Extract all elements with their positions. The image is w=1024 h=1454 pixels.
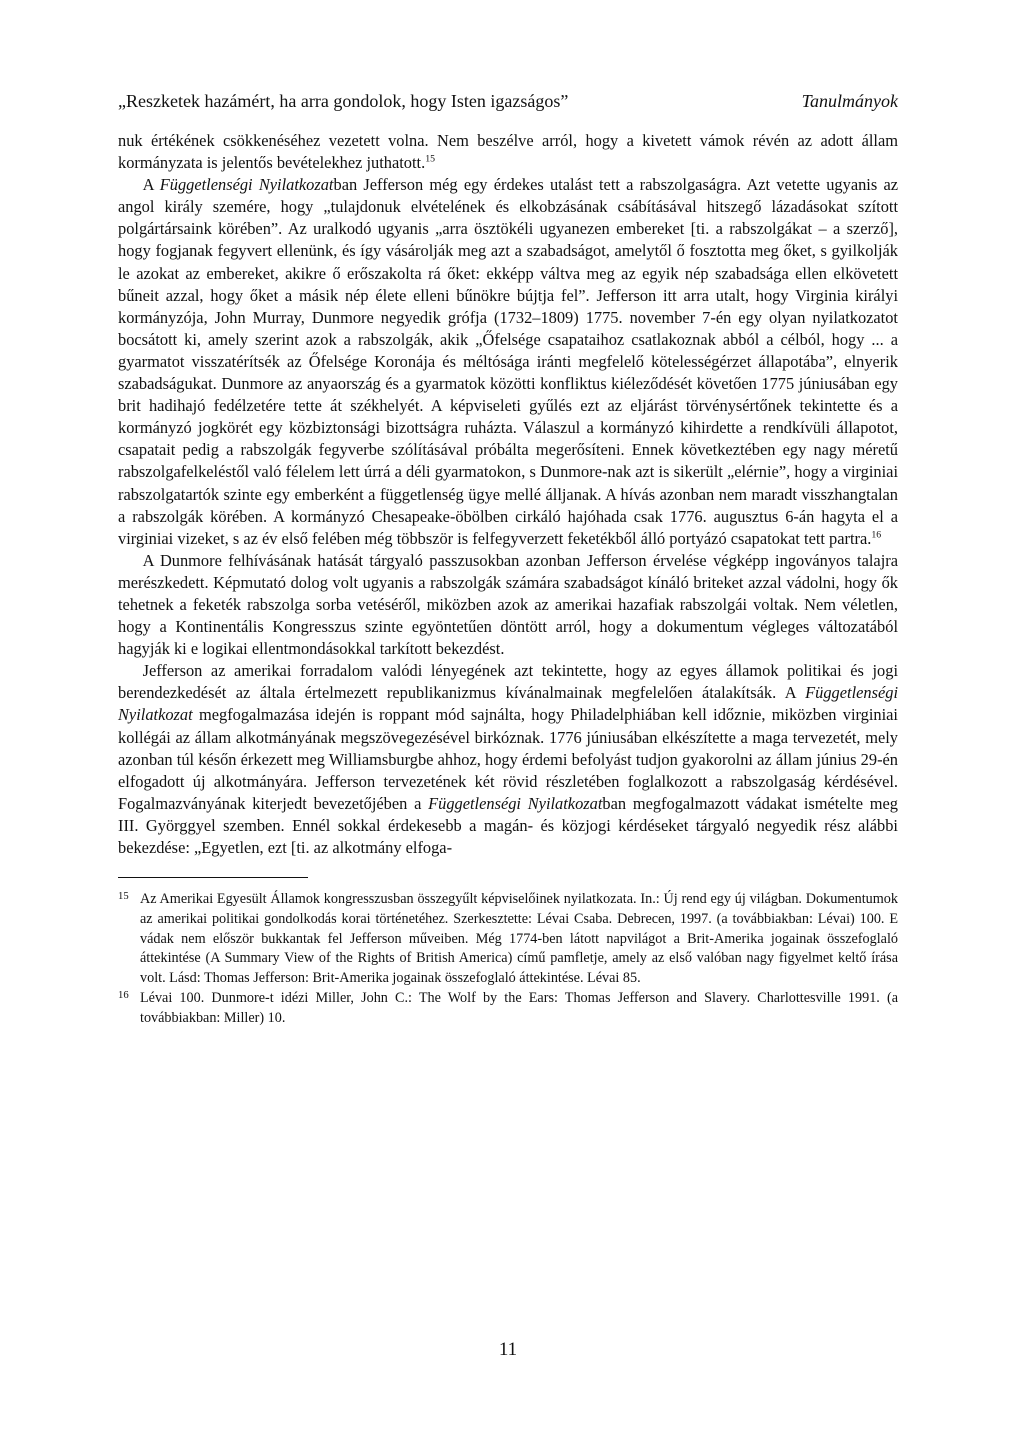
footnote-text: Lévai 100. Dunmore-t idézi Miller, John C.: The Wolf by the Ears: Thomas Jefferson and Slavery. Charlottesville 1991. (a továbbiakban: Miller) 10.: [140, 990, 898, 1026]
paragraph-2-pre: A: [142, 175, 160, 195]
footnote-ref-15[interactable]: 15: [425, 153, 436, 165]
running-head-section: Tanulmányok: [801, 91, 898, 111]
running-head: [118, 88, 898, 114]
paragraph-4: [118, 660, 898, 859]
running-head-title: „Reszketek hazámért, ha arra gondolok, hogy Isten igazságos”: [118, 91, 569, 111]
paragraph-4-text-c: ban megfogalmazott vádakat ismételte meg III. Györggyel szemben. Ennél sokkal érdekesebb a magán- és közjogi kérdéseket tárgyaló negyedik rész alábbi bekezdése: „Egyetlen, ezt [ti. az alkotmány elfoga-: [118, 793, 898, 857]
paragraph-2-italic: Függetlenségi Nyilatkozat: [159, 175, 334, 195]
paragraph-2: [118, 174, 898, 550]
paragraph-4-italic-2: Függetlenségi Nyilatkozat: [428, 793, 603, 813]
page: [118, 88, 898, 1029]
paragraph-3-text: A Dunmore felhívásának hatását tárgyaló passzusokban azonban Jefferson érvelése végképp ingoványos talajra merészkedett. Képmutató dolog volt ugyanis a rabszolgák számára szabadságot kínáló briteket azzal vádolni, hogy ők tehetnek a feketék rabszolga sorba vetéséről, miközben azok az amerikai hazafiak rabszolgái voltak. Nem véletlen, hogy a Kontinentális Kongresszus szinte egyöntetűen döntött arról, hogy a dokumentum végleges változatából hagyják ki e logikai ellentmondásokkal tarkított bekezdést.: [118, 550, 898, 659]
paragraph-1: [118, 130, 898, 174]
paragraph-3: [118, 550, 898, 660]
paragraph-1-text: nuk értékének csökkenéséhez vezetett volna. Nem beszélve arról, hogy a kivetett vámok révén az adott állam kormányzata is jelentős bevételekhez juthatott.: [118, 131, 898, 173]
footnote-rule: [118, 877, 308, 878]
footnotes: [118, 890, 898, 1029]
paragraph-4-text-b: megfogalmazása idején is roppant mód sajnálta, hogy Philadelphiában kell időznie, miközben virginiai kollégái az állam alkotmányának megszövegezésével birkóznak. 1776 júniusában elkészítette a maga tervezetét, mely azonban túl későn érkezett meg Williamsburgbe ahhoz, hogy érdemi befolyást tudjon gyakorolni az állam június 29-én elfogadott új alkotmányára. Jefferson tervezetének két rövid részletében foglalkozott a rabszolgaság kérdésével. Fogalmazványának kiterjedt bevezetőjében a: [118, 705, 898, 813]
paragraph-4-italic-1: Függetlenségi Nyilatkozat: [118, 683, 898, 725]
footnote-ref-16[interactable]: 16: [871, 529, 882, 541]
footnote-text: Az Amerikai Egyesült Államok kongresszusban összegyűlt képviselőinek nyilatkozata. In.: Új rend egy új világban. Dokumentumok az amerikai politikai gondolkodás korai történetéhez. Szerkesztette: Lévai Csaba. Debrecen, 1997. (a továbbiakban: Lévai) 100. E vádak nem először bukkantak fel Jefferson műveiben. Még 1774-ben látott napvilágot a Brit-Amerika jogainak összefoglaló áttekintése (A Summary View of the Rights of British America) című pamfletje, amely az első valóban nagy figyelmet keltő írása volt. Lásd: Thomas Jefferson: Brit-Amerika jogainak összefoglaló áttekintése. Lévai 85.: [140, 891, 898, 987]
footnote-16: [118, 989, 898, 1029]
footnote-number: 15: [118, 891, 129, 903]
page-number: 11: [498, 1339, 518, 1360]
body-text: [118, 130, 898, 859]
footnote-15: [118, 890, 898, 989]
paragraph-4-text-a: Jefferson az amerikai forradalom valódi lényegének azt tekintette, hogy az egyes államok politikai és jogi berendezkedését az általa értelmezett republikanizmus kívánalmainak megfelelően átalakítsák. A: [118, 661, 898, 703]
footnote-number: 16: [118, 990, 129, 1002]
paragraph-2-text: ban Jefferson még egy érdekes utalást tett a rabszolgaságra. Azt vetette ugyanis az angol király szemére, hogy „tulajdonuk elvételének és elkobzásának csábításával hitszegő lázadásokat szított polgártársaink körében”. Az uralkodó ugyanis „arra ösztökéli ugyanezen embereket [ti. a rabszolgákat – a szerző], hogy fogjanak fegyvert ellenünk, és így vásárolják meg azt a szabadságot, amelytől ő fosztotta meg őket, s gyilkolják le azokat az embereket, akikre ő erőszakolta rá őket: ekképp váltva meg az egyik nép szabadsága ellen elkövetett bűneit azzal, hogy őket a másik nép élete elleni bűnökre bújtja fel”. Jefferson itt arra utalt, hogy Virginia királyi kormányzója, John Murray, Dunmore negyedik grófja (1732–1809) 1775. november 7-én egy olyan nyilatkozatot bocsátott ki, amely szerint azok a rabszolgák, akik „Őfelsége csapataihoz csatlakoznak abból a célból, hogy ... a gyarmatot visszatérítsék az Őfelsége Koronája és méltósága iránti megfelelő kötelességérzet állapotába”, elnyerik szabadságukat. Dunmore az anyaország és a gyarmatok közötti konfliktus kiéleződését követően 1775 júniusában egy brit hadihajó fedélzetére tette át székhelyét. A képviseleti gyűlés ezt az eljárást törvénysértőnek tekintette és a kormányzó jogkörét egy közbiztonsági bizottságra ruházta. Válaszul a kormányzó kihirdette a rendkívüli állapotot, csapatait pedig a rabszolgák fegyverbe szólításával próbálta megerősíteni. Ennek következtében egy nagy méretű rabszolgafelkeléstől való félelem lett úrrá a déli gyarmatokon, s Dunmore-nak azt is sikerült „elérnie”, hogy a virginiai rabszolgatartók szinte egy emberként a függetlenség ügye mellé álljanak. A hívás azonban nem maradt visszhangtalan a rabszolgák körében. A kormányzó Chesapeake-öbölben cirkáló hajóhada csak 1776. augusztus 6-án hagyta el a virginiai vizeket, s az év első felében még többször is felfegyverzett feketékből álló portyázó csapatokat tett partra.: [118, 175, 898, 548]
